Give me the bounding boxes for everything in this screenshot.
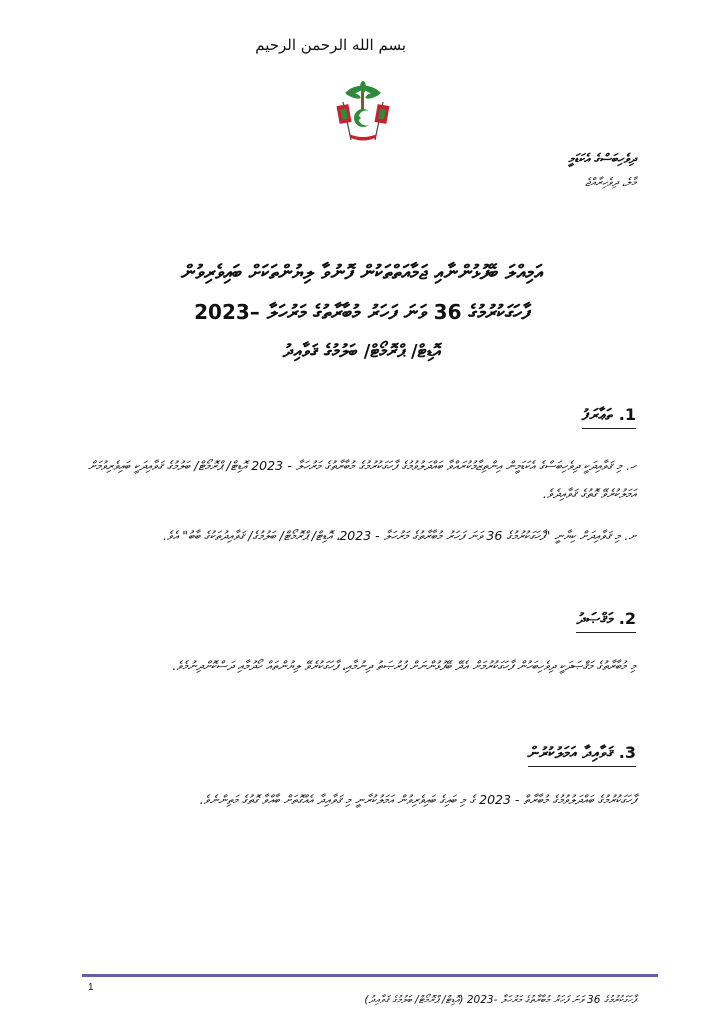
section-1-paragraph-a: ހ. މި ޤަވާއިދަކީ ދިވެހިބަސްގެ އެކަޑަމީން އިންތިޒާމުކުރައްވާ ބައްދަލުވުމުގެ ފާހަގަކުރުމުގެ މުބާރާތުގެ މަރުހަލާ - 2023 އޮޑިޓް/ ޕްރޮމޯޓް/ ބަލުމުގެ ޤަވާއިދަކީ ބައިވެރިވުމަށް އަމަލުކުރެވޭ ގޮތުގެ ޤަވާއިދެވެ. (88, 458, 636, 501)
issuer-location: މާލެ، ދިވެހިރާއްޖެ (585, 175, 636, 189)
title-line-2: ފާހަގަކުރުމުގެ 36 ވަނަ ފަހަރު މުބާރާތުގެ މަރުހަލާ –2023 (194, 300, 530, 324)
section-1-paragraph-b: ށ. މި ޤަވާއިދަށް ކިޔާނީ "ފާހަގަކުރުމުގެ 36 ވަނަ ފަހަރު މުބާރާތުގެ މަރުހަލާ - 2023، އޮޑިޓް/ ޕްރޮމޯޓް/ ބަލުމުގެ/ ޤަވާއިދުތަކުގެ ބާބު" އެވެ. (162, 528, 636, 543)
footer-rule (82, 974, 658, 977)
section-2-heading: 2. މަޤްޞަދު (576, 608, 636, 633)
title-line-1: އަމިއްލަ ބޭފުޅުންނާއި ޖަމާއަތްތަކުން ފޮނުވާ ލިޔުންތަކަށް ބައިވެރިވުން (181, 260, 543, 284)
title-line-3: އޮޑިޓް/ ޕްރޮމޯޓް/ ބަލުމުގެ ޤަވާއިދު (282, 341, 442, 362)
bismillah-calligraphy: بسم الله الرحمن الرحيم (255, 36, 406, 54)
maldives-state-emblem-icon (335, 80, 391, 142)
page-number: 1 (88, 982, 94, 993)
document-title (90, 252, 634, 372)
issuer-name: ދިވެހިބަސްގެ އެކަޑަމީ (568, 152, 636, 167)
section-3-paragraph: ފާހަގަކުރުމުގެ ބައްދަލުވުމުގެ މުބާރާތް - 2023 ގެ މި ބައިގެ ބައިވެރިވުން އަމަލުކުރާނީ މި ޤަވާއިދާ އެއްގޮތަށް ބާއްވާ ގޮތުގެ މަތިންނެވެ. (199, 792, 636, 807)
section-1-heading: 1. ތަޢާރަފު (582, 404, 636, 429)
section-2-paragraph: މި މުބާރާތުގެ މަޤްޞަދަކީ ދިވެހިބަހުން ފާހަގަކުރުމަށް އެދޭ ބޭފުޅުންނަށް ފުރުޞަތު ދިނުމާއި، ފާހަގަކުރެވޭ ލިޔުންތައް ހޯދުމާއި ދަސްކޮށްދިނުމެވެ. (172, 658, 636, 673)
section-3-heading: 3. ޤަވާއިދާ އަމަލުކުރުން (528, 742, 636, 767)
footer-running-title: ފާހަގަކުރުމުގެ 36 ވަނަ ފަހަރު މުބާރާތުގެ މަރުހަލާ -2023 (އޮޑިޓް/ ޕްރޮމޯޓް/ ބަލުމުގެ ޤަވާއިދު) (364, 994, 636, 1006)
